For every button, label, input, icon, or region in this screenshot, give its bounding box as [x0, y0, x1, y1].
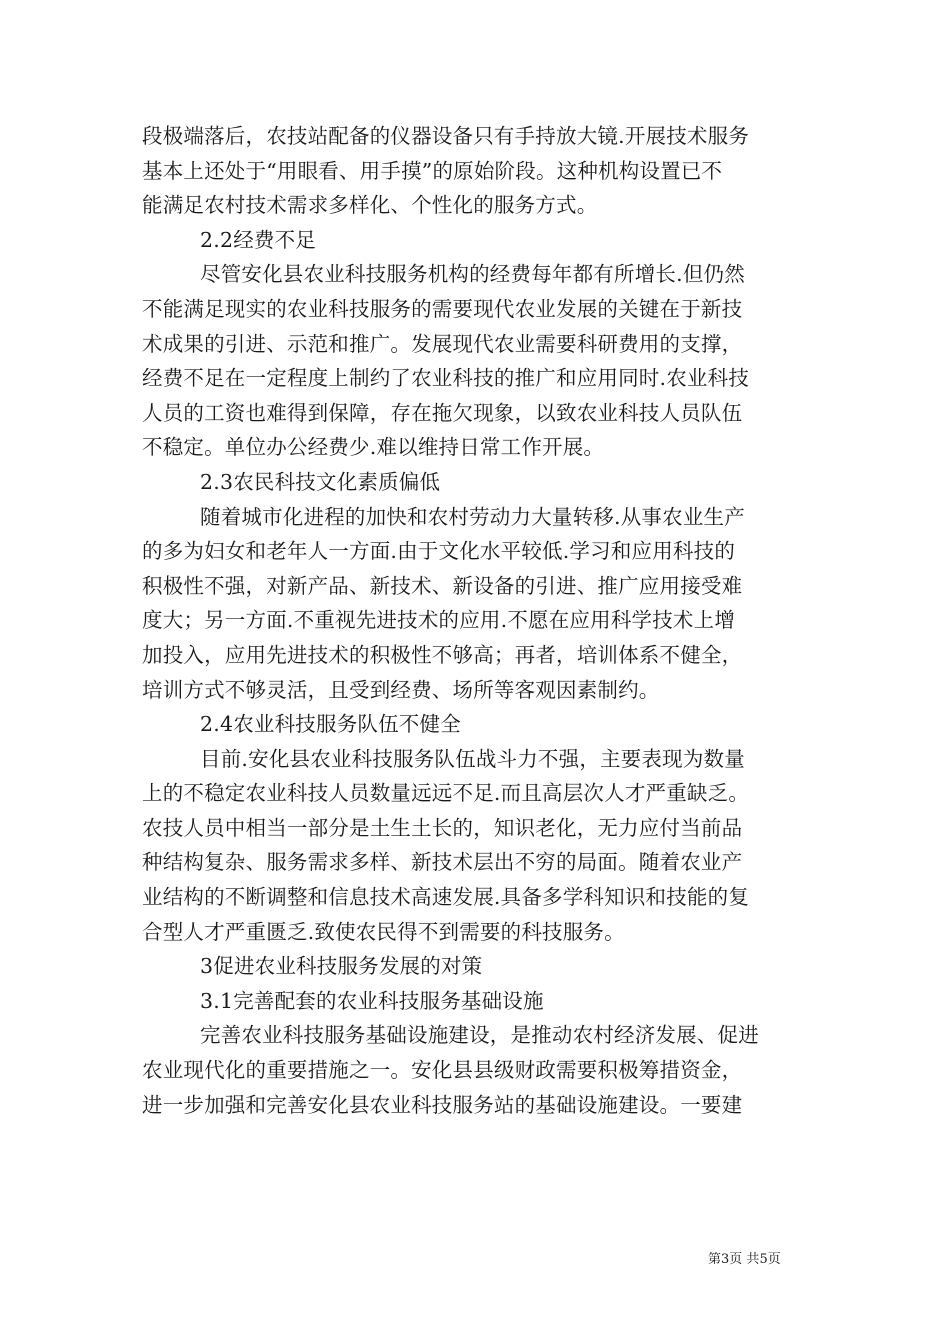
paragraph-first-line: 完善农业科技服务基础设施建设，是推动农村经济发展、促进: [200, 1023, 759, 1048]
body-line: 积极性不强，对新产品、新技术、新设备的引进、推广应用接受难: [142, 573, 743, 598]
body-line: 合型人才严重匮乏.致使农民得不到需要的科技服务。: [142, 919, 625, 944]
body-line: 上的不稳定农业科技人员数量远远不足.而且高层次人才严重缺乏。: [142, 781, 750, 806]
body-line: 培训方式不够灵活，且受到经费、场所等客观因素制约。: [142, 677, 660, 702]
footer-middle: 页 共: [729, 1252, 760, 1267]
body-line: 不能满足现实的农业科技服务的需要现代农业发展的关键在于新技: [142, 296, 743, 321]
body-line: 度大；另一方面.不重视先进技术的应用.不愿在应用科学技术上增: [142, 608, 736, 633]
section-heading-3-1: 3.1完善配套的农业科技服务基础设施: [200, 988, 544, 1013]
body-line: 人员的工资也难得到保障，存在拖欠现象，以致农业科技人员队伍: [142, 400, 743, 425]
paragraph-first-line: 随着城市化进程的加快和农村劳动力大量转移.从事农业生产: [200, 504, 745, 529]
section-heading-2-2: 2.2经费不足: [200, 227, 317, 252]
page-footer: [708, 1252, 781, 1268]
body-line: 术成果的引进、示范和推广。发展现代农业需要科研费用的支撑，: [142, 331, 743, 356]
footer-prefix: 第: [708, 1252, 722, 1267]
body-line: 的多为妇女和老年人一方面.由于文化水平较低.学习和应用科技的: [142, 539, 736, 564]
body-line: 农业现代化的重要措施之一。安化县县级财政需要积极筹措资金，: [142, 1058, 743, 1083]
paragraph-first-line: 尽管安化县农业科技服务机构的经费每年都有所增长.但仍然: [200, 262, 745, 287]
body-line: 种结构复杂、服务需求多样、新技术层出不穷的局面。随着农业产: [142, 850, 743, 875]
body-line: 进一步加强和完善安化县农业科技服务站的基础设施建设。一要建: [142, 1092, 743, 1117]
section-heading-2-3: 2.3农民科技文化素质偏低: [200, 469, 441, 494]
body-line: 段极端落后，农技站配备的仪器设备只有手持放大镜.开展技术服务: [142, 124, 750, 148]
body-line: 基本上还处于“用眼看、用手摸”的原始阶段。这种机构设置已不: [142, 158, 723, 183]
document-body: [142, 119, 812, 1122]
body-line: 不稳定。单位办公经费少.难以维持日常工作开展。: [142, 435, 605, 460]
section-heading-3: 3促进农业科技服务发展的对策: [200, 954, 483, 979]
body-line: 能满足农村技术需求多样化、个性化的服务方式。: [142, 193, 598, 218]
body-line: 业结构的不断调整和信息技术高速发展.具备多学科知识和技能的复: [142, 885, 750, 910]
section-heading-2-4: 2.4农业科技服务队伍不健全: [200, 712, 461, 737]
footer-total-pages: 5: [759, 1252, 768, 1267]
body-line: 经费不足在一定程度上制约了农业科技的推广和应用同时.农业科技: [142, 366, 750, 391]
paragraph-first-line: 目前.安化县农业科技服务队伍战斗力不强，主要表现为数量: [200, 746, 745, 771]
footer-suffix: 页: [767, 1252, 781, 1267]
body-line: 加投入，应用先进技术的积极性不够高；再者，培训体系不健全，: [142, 642, 743, 667]
body-line: 农技人员中相当一部分是土生土长的，知识老化，无力应付当前品: [142, 815, 743, 840]
footer-current-page: 3: [721, 1252, 730, 1267]
